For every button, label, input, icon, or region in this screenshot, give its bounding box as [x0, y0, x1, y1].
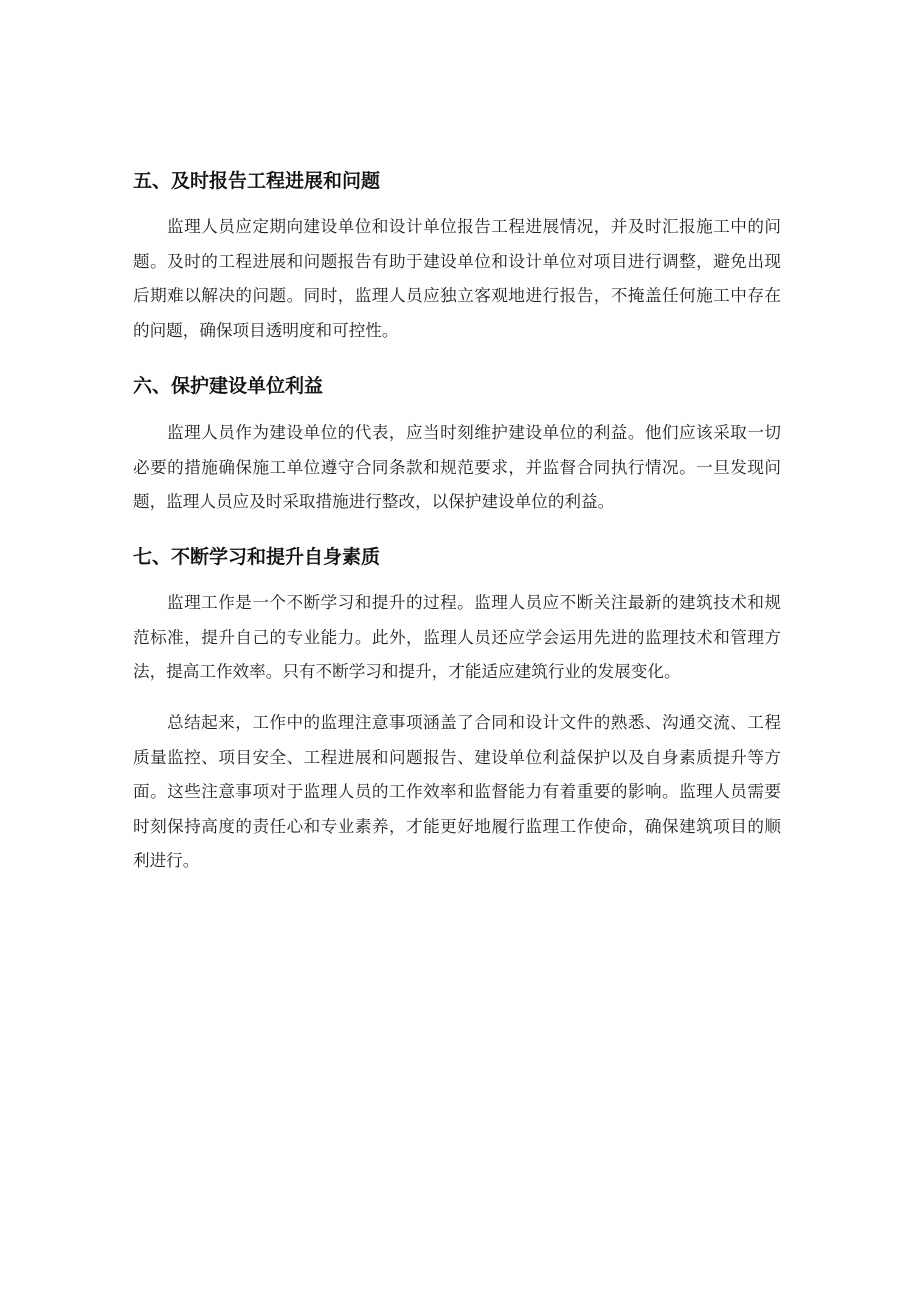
paragraph-line: 时刻保持高度的责任心和专业素养，才能更好地履行监理工作使命，确保建筑项目的顺: [133, 816, 781, 836]
paragraph-line: 监理工作是一个不断学习和提升的过程。监理人员应不断关注最新的建筑技术和规: [167, 593, 781, 612]
section-heading-7: 七、不断学习和提升自身素质: [133, 546, 381, 568]
paragraph-line: 法，提高工作效率。只有不断学习和提升，才能适应建筑行业的发展变化。: [133, 662, 681, 681]
paragraph-line: 后期难以解决的问题。同时，监理人员应独立客观地进行报告，不掩盖任何施工中存在: [133, 286, 781, 305]
section-paragraph-7: [133, 586, 781, 690]
section-paragraph-5: [133, 210, 781, 348]
summary-paragraph: [133, 706, 781, 879]
paragraph-line: 监理人员作为建设单位的代表，应当时刻维护建设单位的利益。他们应该采取一切: [167, 423, 781, 442]
paragraph-line: 题，监理人员应及时采取措施进行整改，以保护建设单位的利益。: [133, 492, 615, 511]
paragraph-line: 利进行。: [133, 851, 200, 870]
paragraph-line: 的问题，确保项目透明度和可控性。: [133, 320, 399, 340]
paragraph-line: 总结起来，工作中的监理注意事项涵盖了合同和设计文件的熟悉、沟通交流、工程: [167, 713, 781, 732]
section-heading-5: 五、及时报告工程进展和问题: [133, 170, 381, 192]
paragraph-line: 题。及时的工程进展和问题报告有助于建设单位和设计单位对项目进行调整，避免出现: [133, 251, 781, 271]
paragraph-line: 监理人员应定期向建设单位和设计单位报告工程进展情况，并及时汇报施工中的问: [167, 217, 781, 236]
section-heading-6: 六、保护建设单位利益: [133, 375, 324, 397]
paragraph-line: 质量监控、项目安全、工程进展和问题报告、建设单位利益保护以及自身素质提升等方: [133, 747, 781, 767]
paragraph-line: 面。这些注意事项对于监理人员的工作效率和监督能力有着重要的影响。监理人员需要: [133, 782, 781, 801]
paragraph-line: 范标准，提升自己的专业能力。此外，监理人员还应学会运用先进的监理技术和管理方: [133, 627, 781, 647]
section-paragraph-6: [133, 416, 781, 520]
paragraph-line: 必要的措施确保施工单位遵守合同条款和规范要求，并监督合同执行情况。一旦发现问: [133, 457, 781, 477]
